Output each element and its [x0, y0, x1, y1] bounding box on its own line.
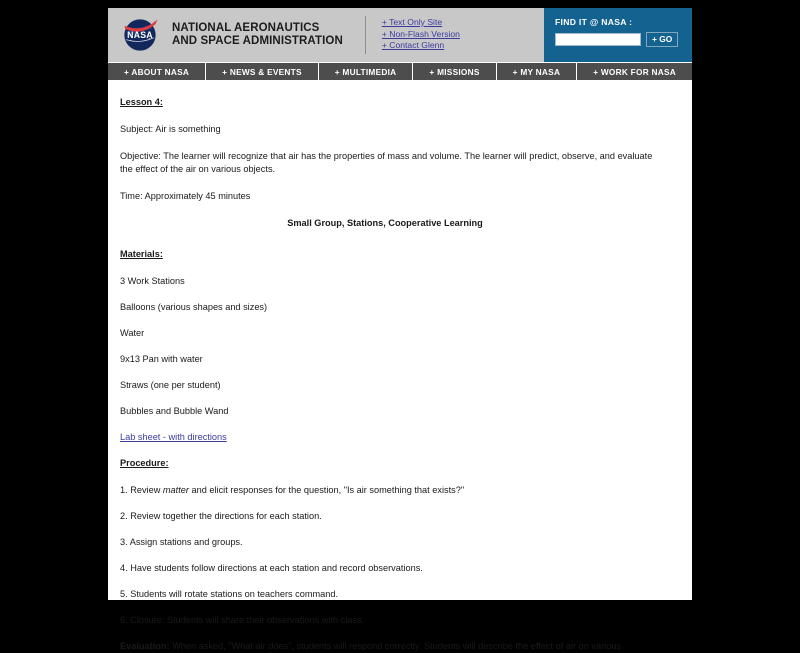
- procedure-step-suffix: and elicit responses for the question, "Is air something that exists?": [188, 485, 465, 495]
- lab-sheet-line: [120, 431, 680, 444]
- link-contact-glenn[interactable]: + Contact Glenn: [381, 40, 445, 50]
- nav-item-news-and-events[interactable]: + NEWS & EVENTS: [206, 63, 319, 80]
- material-item: 9x13 Pan with water: [120, 354, 203, 364]
- site-search: [544, 8, 692, 62]
- link-non-flash-version[interactable]: + Non-Flash Version: [381, 28, 460, 39]
- material-item: Water: [120, 328, 145, 338]
- link-text-only-site[interactable]: + Text Only Site: [381, 17, 443, 27]
- procedure-step: 2. Review together the directions for each station.: [120, 511, 322, 521]
- site-header: [108, 8, 692, 63]
- browser-page: [108, 8, 692, 651]
- material-item: Balloons (various shapes and sizes): [120, 302, 268, 312]
- agency-name-line-1: NATIONAL AERONAUTICS: [172, 21, 320, 34]
- lesson-subject: Subject: Air is something: [120, 124, 221, 134]
- procedure-step: 6. Closure: Students will share their observations with class.: [120, 615, 365, 625]
- lesson-time: Time: Approximately 45 minutes: [120, 191, 251, 201]
- material-item: Bubbles and Bubble Wand: [120, 406, 229, 416]
- procedure-heading: Procedure:: [120, 458, 169, 468]
- procedure-step: 5. Students will rotate stations on teachers command.: [120, 589, 339, 599]
- evaluation-label: Evaluation:: [120, 641, 170, 651]
- procedure-step: 4. Have students follow directions at each station and record observations.: [120, 563, 423, 573]
- procedure-step-emphasis: matter: [162, 485, 189, 495]
- lesson-objective: Objective: The learner will recognize that air has the properties of mass and volume. The learner will predict, observe, and evaluate the effect of the air on various objects.: [120, 151, 653, 174]
- quick-links: [366, 8, 544, 62]
- nav-item-about-nasa[interactable]: + ABOUT NASA: [108, 63, 206, 80]
- evaluation-paragraph: [120, 640, 680, 653]
- procedure-step: [120, 484, 665, 497]
- brand-block: [108, 8, 343, 62]
- nav-item-missions[interactable]: + MISSIONS: [413, 63, 496, 80]
- search-input[interactable]: [555, 33, 641, 46]
- nasa-insignia-icon[interactable]: [117, 12, 163, 58]
- nav-item-multimedia[interactable]: + MULTIMEDIA: [319, 63, 414, 80]
- search-go-button[interactable]: + GO: [646, 32, 678, 47]
- svg-text:NASA: NASA: [127, 29, 153, 40]
- lesson-title: Lesson 4:: [120, 97, 163, 107]
- procedure-step: 3. Assign stations and groups.: [120, 537, 243, 547]
- material-item: Straws (one per student): [120, 380, 221, 390]
- lesson-content: [108, 81, 692, 653]
- nav-item-work-for-nasa[interactable]: + WORK FOR NASA: [593, 66, 677, 77]
- search-label: FIND IT @ NASA :: [555, 17, 633, 27]
- procedure-step-prefix: 1. Review: [120, 485, 163, 495]
- agency-name: [172, 22, 343, 49]
- lesson-grouping: Small Group, Stations, Cooperative Learning: [287, 218, 483, 228]
- search-row: [555, 32, 684, 47]
- evaluation-text: When asked, "What air does", students will respond correctly. Students will describe the effect of air on various: [169, 641, 622, 651]
- material-item: 3 Work Stations: [120, 276, 185, 286]
- nav-item-my-nasa[interactable]: + MY NASA: [497, 63, 578, 80]
- materials-heading: Materials:: [120, 249, 163, 259]
- link-lab-sheet[interactable]: Lab sheet - with directions: [120, 432, 227, 442]
- main-navigation: [108, 63, 692, 81]
- agency-name-line-2: AND SPACE ADMINISTRATION: [172, 35, 343, 47]
